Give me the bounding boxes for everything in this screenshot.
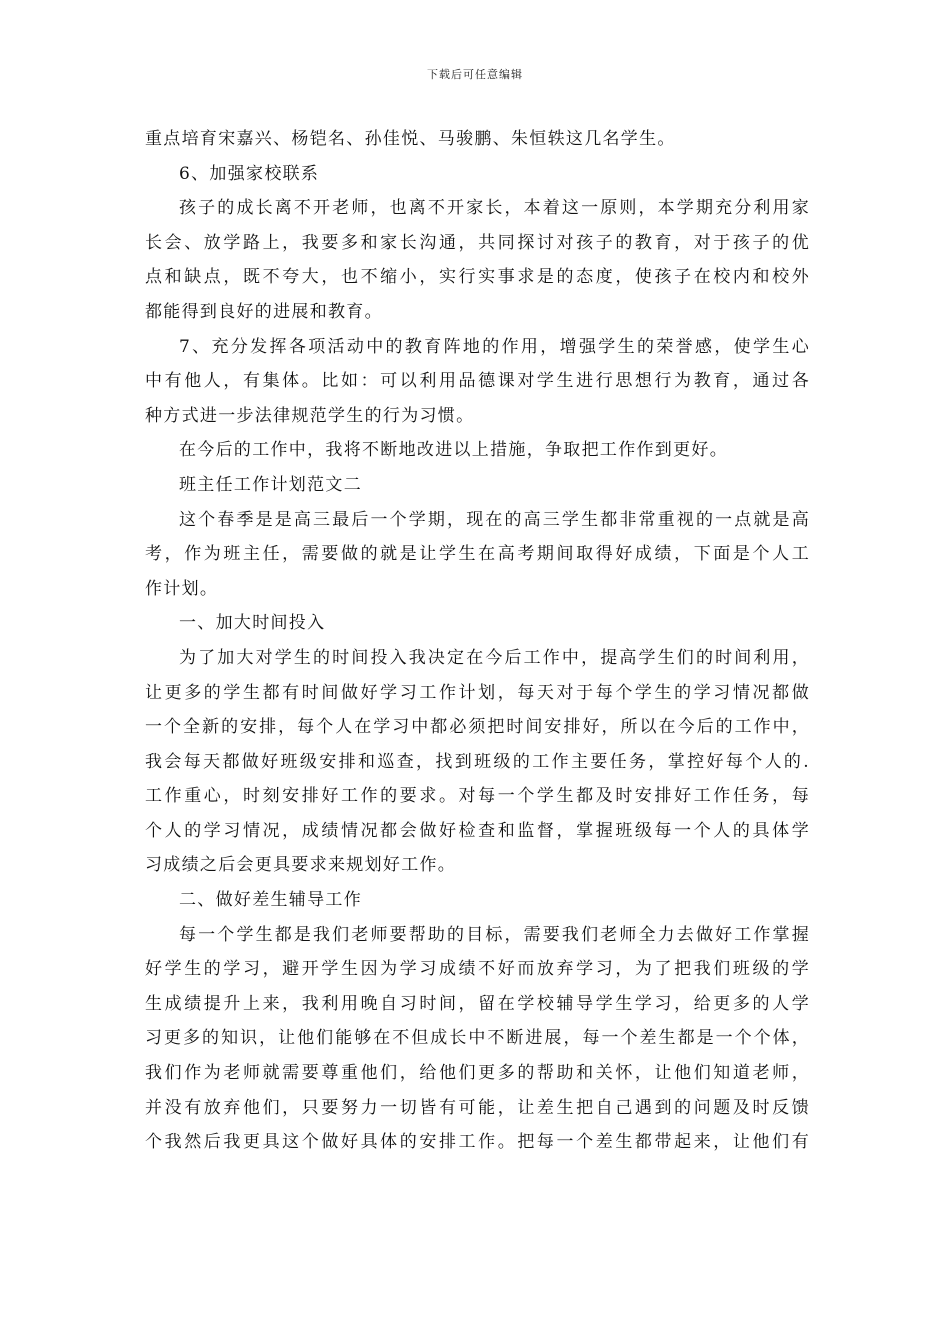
text-line: 考，作为班主任，需要做的就是让学生在高考期间取得好成绩，下面是个人工 (145, 544, 810, 565)
text-line: 并没有放弃他们，只要努力一切皆有可能，让差生把自己遇到的问题及时反馈 (145, 1097, 810, 1118)
text-line: 工作重心，时刻安排好工作的要求。对每一个学生都及时安排好工作任务，每 (145, 786, 810, 807)
paragraph (145, 433, 810, 468)
text-line: 让更多的学生都有时间做好学习工作计划，每天对于每个学生的学习情况都做 (145, 682, 810, 703)
text-line: 我们作为老师就需要尊重他们，给他们更多的帮助和关怀，让他们知道老师， (145, 1063, 810, 1084)
text-line: 这个春季是是高三最后一个学期，现在的高三学生都非常重视的一点就是高 (179, 509, 810, 530)
text-line: 都能得到良好的进展和教育。 (145, 301, 383, 322)
paragraph (145, 122, 810, 157)
text-line: 为了加大对学生的时间投入我决定在今后工作中，提高学生们的时间利用， (179, 647, 810, 668)
paragraph (145, 330, 810, 434)
text-line: 中有他人，有集体。比如：可以利用品德课对学生进行思想行为教育，通过各 (145, 371, 810, 392)
text-line: 7、充分发挥各项活动中的教育阵地的作用，增强学生的荣誉感，使学生心 (179, 336, 810, 357)
text-line: 个我然后我更具这个做好具体的安排工作。把每一个差生都带起来，让他们有 (145, 1132, 810, 1153)
section-heading (145, 883, 810, 918)
text-line: 在今后的工作中，我将不断地改进以上措施，争取把工作作到更好。 (179, 440, 728, 461)
text-line: 6、加强家校联系 (179, 163, 320, 184)
paragraph (145, 918, 810, 1160)
text-line: 种方式进一步法律规范学生的行为习惯。 (145, 405, 475, 426)
text-line: 生成绩提升上来，我利用晚自习时间，留在学校辅导学生学习，给更多的人学 (145, 993, 810, 1014)
text-line: 每一个学生都是我们老师要帮助的目标，需要我们老师全力去做好工作掌握 (179, 924, 810, 945)
text-line: 点和缺点，既不夸大，也不缩小，实行实事求是的态度，使孩子在校内和校外 (145, 267, 810, 288)
section-heading (145, 157, 810, 192)
paragraph (145, 503, 810, 607)
text-line: 作计划。 (145, 578, 219, 599)
text-line: 孩子的成长离不开老师，也离不开家长，本着这一原则，本学期充分利用家 (179, 198, 810, 219)
paragraph (145, 641, 810, 883)
text-line: 好学生的学习，避开学生因为学习成绩不好而放弃学习，为了把我们班级的学 (145, 959, 810, 980)
text-line: 班主任工作计划范文二 (179, 474, 362, 495)
section-heading (145, 606, 810, 641)
text-line: 二、做好差生辅导工作 (179, 890, 362, 911)
text-line: 习成绩之后会更具要求来规划好工作。 (145, 855, 457, 876)
document-body (145, 122, 810, 1160)
text-line: 重点培育宋嘉兴、杨铠名、孙佳悦、马骏鹏、朱恒轶这几名学生。 (145, 129, 676, 149)
paragraph (145, 191, 810, 329)
section-heading (145, 468, 810, 503)
text-line: 一、加大时间投入 (179, 613, 326, 634)
text-line: 个人的学习情况，成绩情况都会做好检查和监督，掌握班级每一个人的具体学 (145, 820, 810, 841)
text-line: 习更多的知识，让他们能够在不但成长中不断进展，每一个差生都是一个个体， (145, 1028, 810, 1049)
text-line: 一个全新的安排，每个人在学习中都必须把时间安排好，所以在今后的工作中， (145, 717, 810, 738)
page-header: 下载后可任意编辑 (427, 68, 523, 81)
text-line: 我会每天都做好班级安排和巡查，找到班级的工作主要任务，掌控好每个人的. (145, 751, 810, 772)
text-line: 长会、放学路上，我要多和家长沟通，共同探讨对孩子的教育，对于孩子的优 (145, 232, 810, 253)
